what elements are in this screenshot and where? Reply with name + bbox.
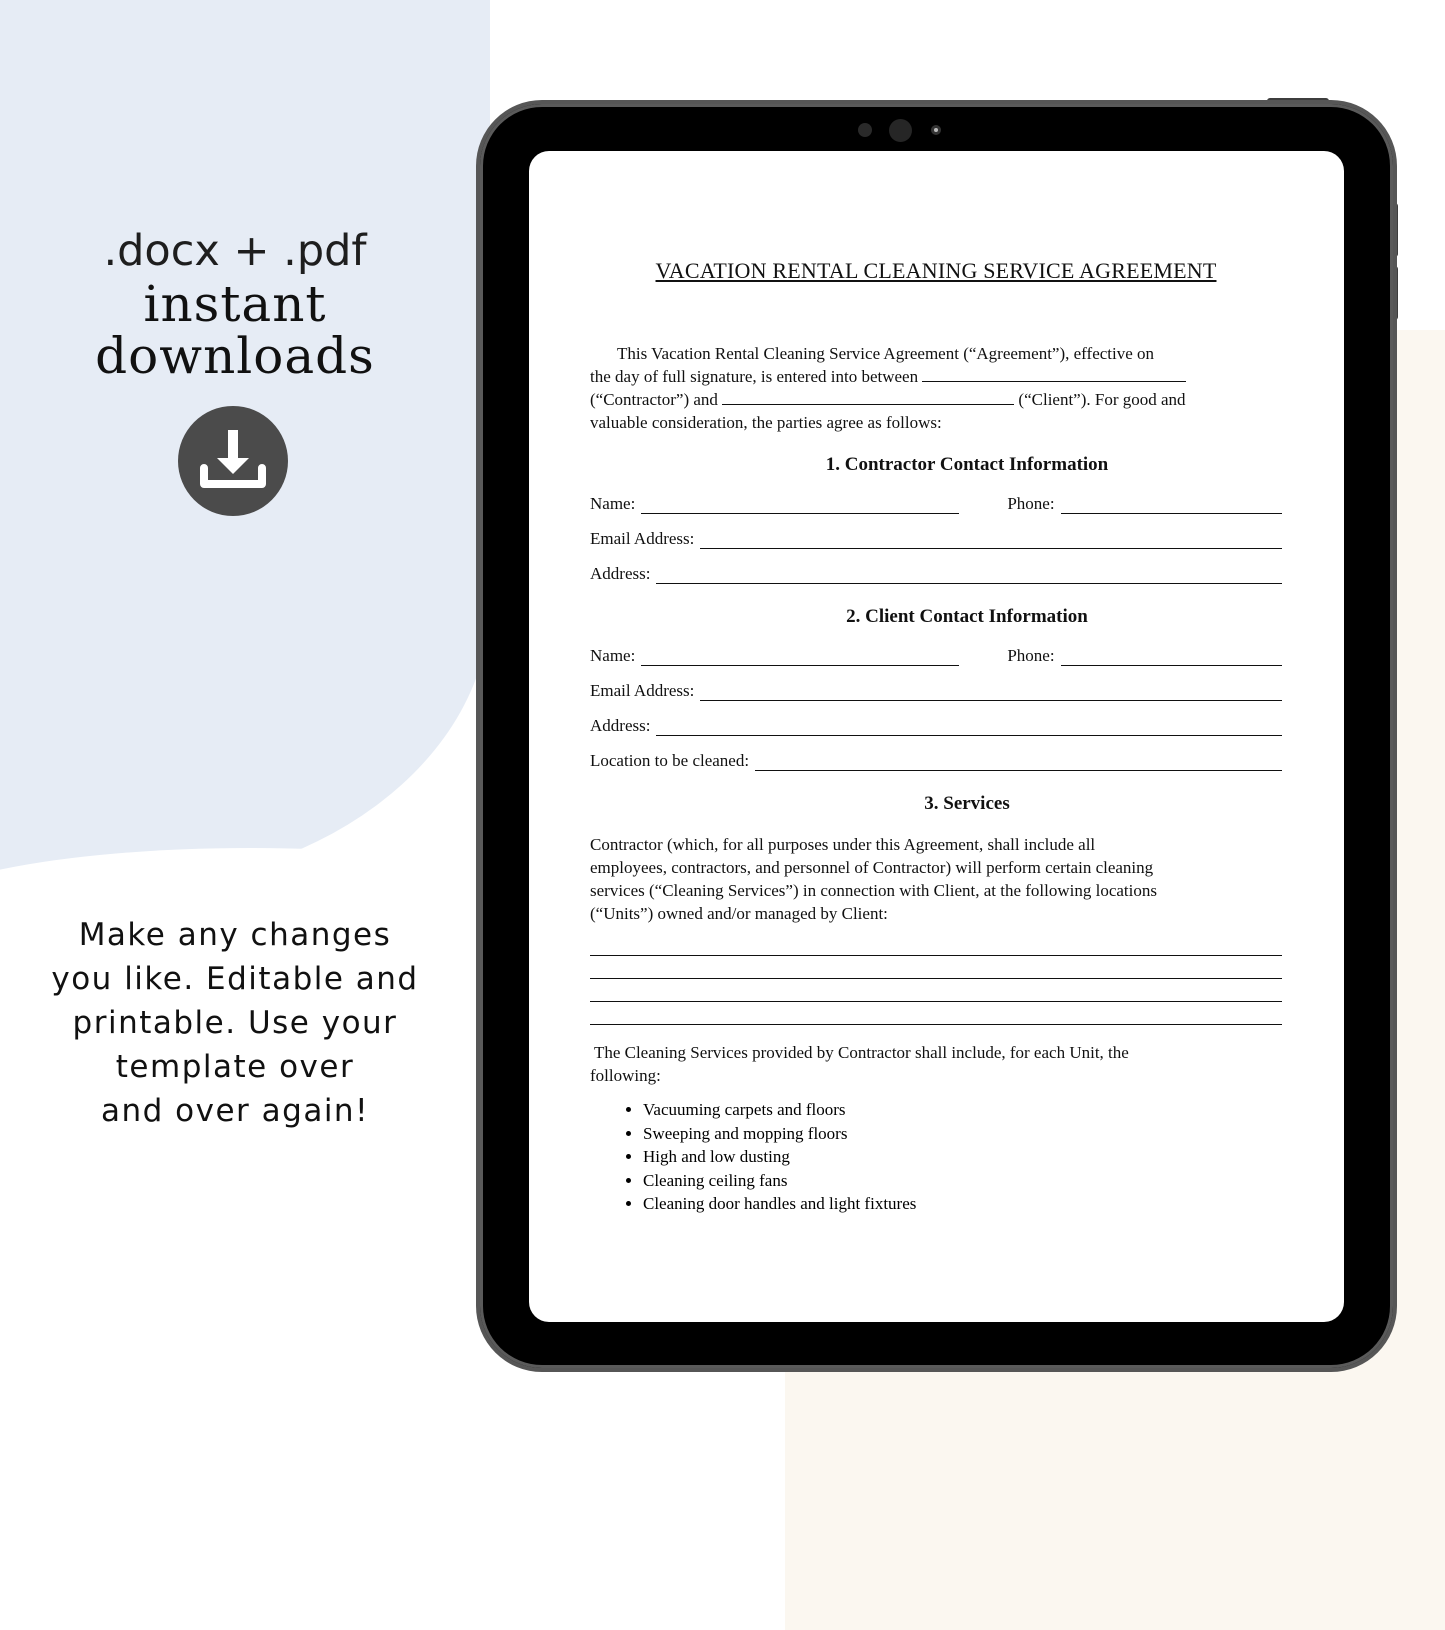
field-label: Phone: (1007, 494, 1055, 513)
client-name-field[interactable] (641, 649, 959, 666)
intro-text: (“Client”). For good and (1018, 390, 1186, 409)
formats-text: .docx + .pdf (103, 226, 367, 276)
location-field[interactable] (755, 754, 1282, 771)
paragraph-line: following: (590, 1066, 661, 1085)
download-icon[interactable] (178, 406, 288, 516)
services-paragraph (590, 833, 1282, 925)
contractor-address-row (590, 560, 1282, 584)
field-label: Name: (590, 646, 636, 665)
intro-text: (“Contractor”) and (590, 390, 718, 409)
contractor-address-field[interactable] (656, 567, 1282, 584)
field-label: Address: (590, 564, 651, 583)
contractor-name-field[interactable] (641, 497, 959, 514)
paragraph-line: (“Units”) owned and/or managed by Client: (590, 904, 888, 923)
section-heading-contractor: 1. Contractor Contact Information (825, 454, 1109, 475)
field-label: Name: (590, 494, 636, 513)
tagline-line: and over again! (100, 1093, 370, 1129)
cleaning-services-paragraph (590, 1041, 1282, 1087)
contractor-phone-field[interactable] (1061, 497, 1282, 514)
intro-line: This Vacation Rental Cleaning Service Agreement (“Agreement”), effective on (617, 344, 1155, 363)
intro-line: valuable consideration, the parties agree as follows: (590, 413, 942, 432)
intro-paragraph (590, 342, 1282, 434)
camera-icon (889, 119, 912, 142)
tagline-line: you like. Editable and (51, 961, 419, 997)
services-list (590, 1098, 916, 1216)
paragraph-line: The Cleaning Services provided by Contractor shall include, for each Unit, the (590, 1043, 1129, 1062)
contractor-name-blank[interactable] (922, 367, 1186, 382)
document-title: VACATION RENTAL CLEANING SERVICE AGREEMENT (655, 258, 1217, 283)
client-address-row (590, 712, 1282, 736)
instant-word: instant (143, 275, 327, 333)
intro-text: the day of full signature, is entered into between (590, 367, 919, 386)
sensor-dot (858, 123, 872, 137)
client-email-row (590, 677, 1282, 701)
section-heading-client: 2. Client Contact Information (846, 606, 1088, 627)
intro-line (590, 365, 1282, 388)
list-item: • Cleaning door handles and light fixtures (643, 1192, 916, 1216)
field-label: Address: (590, 716, 651, 735)
list-item: • Sweeping and mopping floors (643, 1122, 916, 1146)
tagline-line: template over (115, 1049, 355, 1085)
downloads-word: downloads (95, 327, 375, 385)
contractor-email-field[interactable] (700, 532, 1282, 549)
units-blank-line[interactable] (590, 955, 1282, 956)
field-label: Location to be cleaned: (590, 751, 750, 770)
field-label: Email Address: (590, 529, 695, 548)
tagline-line: printable. Use your (72, 1005, 398, 1041)
list-item: • Vacuuming carpets and floors (643, 1098, 916, 1122)
client-email-field[interactable] (700, 684, 1282, 701)
paragraph-line: services (“Cleaning Services”) in connection with Client, at the following locations (590, 881, 1157, 900)
client-name-blank[interactable] (722, 390, 1014, 405)
tagline (0, 913, 470, 1133)
units-blank-line[interactable] (590, 978, 1282, 979)
units-blank-line[interactable] (590, 1001, 1282, 1002)
units-blank-line[interactable] (590, 1024, 1282, 1025)
contractor-email-row (590, 525, 1282, 549)
field-label: Email Address: (590, 681, 695, 700)
location-row (590, 747, 1282, 771)
list-item: • Cleaning ceiling fans (643, 1169, 916, 1193)
list-item: • High and low dusting (643, 1145, 916, 1169)
contractor-name-phone-row (590, 490, 1282, 514)
paragraph-line: employees, contractors, and personnel of Contractor) will perform certain cleaning (590, 858, 1154, 877)
client-address-field[interactable] (656, 719, 1282, 736)
client-name-phone-row (590, 642, 1282, 666)
field-label: Phone: (1007, 646, 1055, 665)
section-heading-services: 3. Services (924, 793, 1010, 814)
client-phone-field[interactable] (1061, 649, 1282, 666)
tagline-line: Make any changes (78, 917, 392, 953)
camera-lens (931, 125, 941, 135)
instant-downloads-heading (0, 275, 470, 385)
intro-line (590, 388, 1282, 411)
tablet-screen (529, 151, 1344, 1322)
paragraph-line: Contractor (which, for all purposes under this Agreement, shall include all (590, 835, 1096, 854)
